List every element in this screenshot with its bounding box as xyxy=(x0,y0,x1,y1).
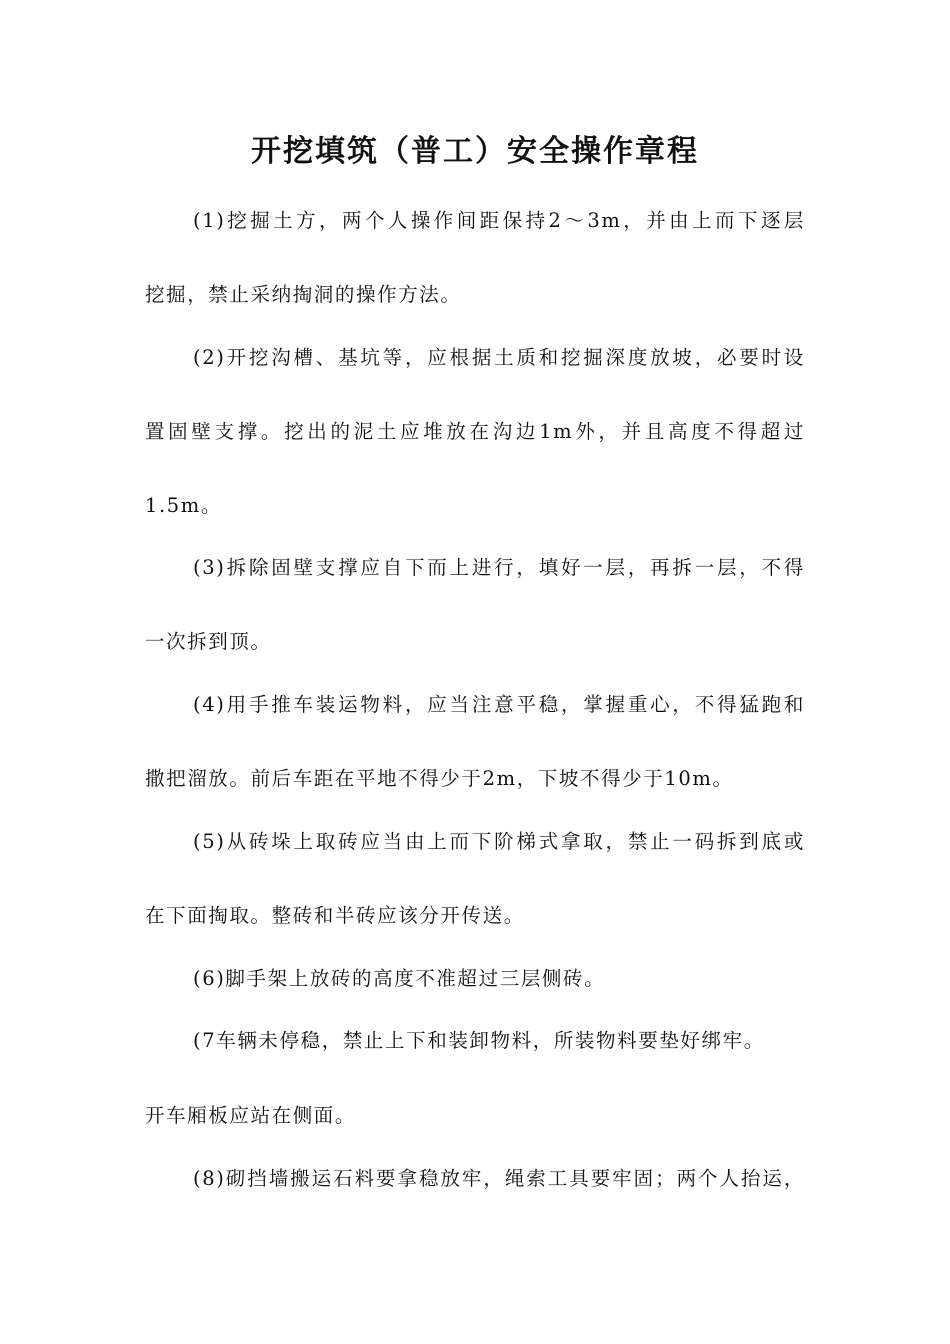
paragraph-5-line-1: (5)从砖垛上取砖应当由上而下阶梯式拿取，禁止一码拆到底或 xyxy=(193,830,805,853)
paragraph-6-line-1: (6)脚手架上放砖的高度不准超过三层侧砖。 xyxy=(193,967,606,990)
paragraph-7-line-2: 开车厢板应站在侧面。 xyxy=(145,1104,357,1127)
paragraph-2-line-1: (2)开挖沟槽、基坑等，应根据土质和挖掘深度放坡，必要时设 xyxy=(193,346,805,369)
paragraph-4-line-1: (4)用手推车装运物料，应当注意平稳，掌握重心，不得猛跑和 xyxy=(193,693,805,716)
paragraph-5-line-2: 在下面掏取。整砖和半砖应该分开传送。 xyxy=(145,904,525,927)
document-title: 开挖填筑（普工）安全操作章程 xyxy=(251,134,699,169)
paragraph-3-line-2: 一次拆到顶。 xyxy=(145,630,272,653)
paragraph-7-line-1: (7车辆未停稳，禁止上下和装卸物料，所装物料要垫好绑牢。 xyxy=(193,1029,765,1052)
paragraph-2-line-3: 1.5m。 xyxy=(145,494,223,517)
paragraph-3-line-1: (3)拆除固壁支撑应自下而上进行，填好一层，再拆一层，不得 xyxy=(193,556,805,579)
paragraph-4-line-2: 撒把溜放。前后车距在平地不得少于2m，下坡不得少于10m。 xyxy=(145,767,734,790)
paragraph-8-line-1: (8)砌挡墙搬运石料要拿稳放牢，绳索工具要牢固；两个人抬运， xyxy=(193,1167,805,1190)
paragraph-1-line-2: 挖掘，禁止采纳掏洞的操作方法。 xyxy=(145,283,462,306)
paragraph-2-line-2: 置固壁支撑。挖出的泥土应堆放在沟边1m外，并且高度不得超过 xyxy=(145,420,805,443)
paragraph-1-line-1: (1)挖掘土方，两个人操作间距保持2～3m，并由上而下逐层 xyxy=(193,209,805,232)
